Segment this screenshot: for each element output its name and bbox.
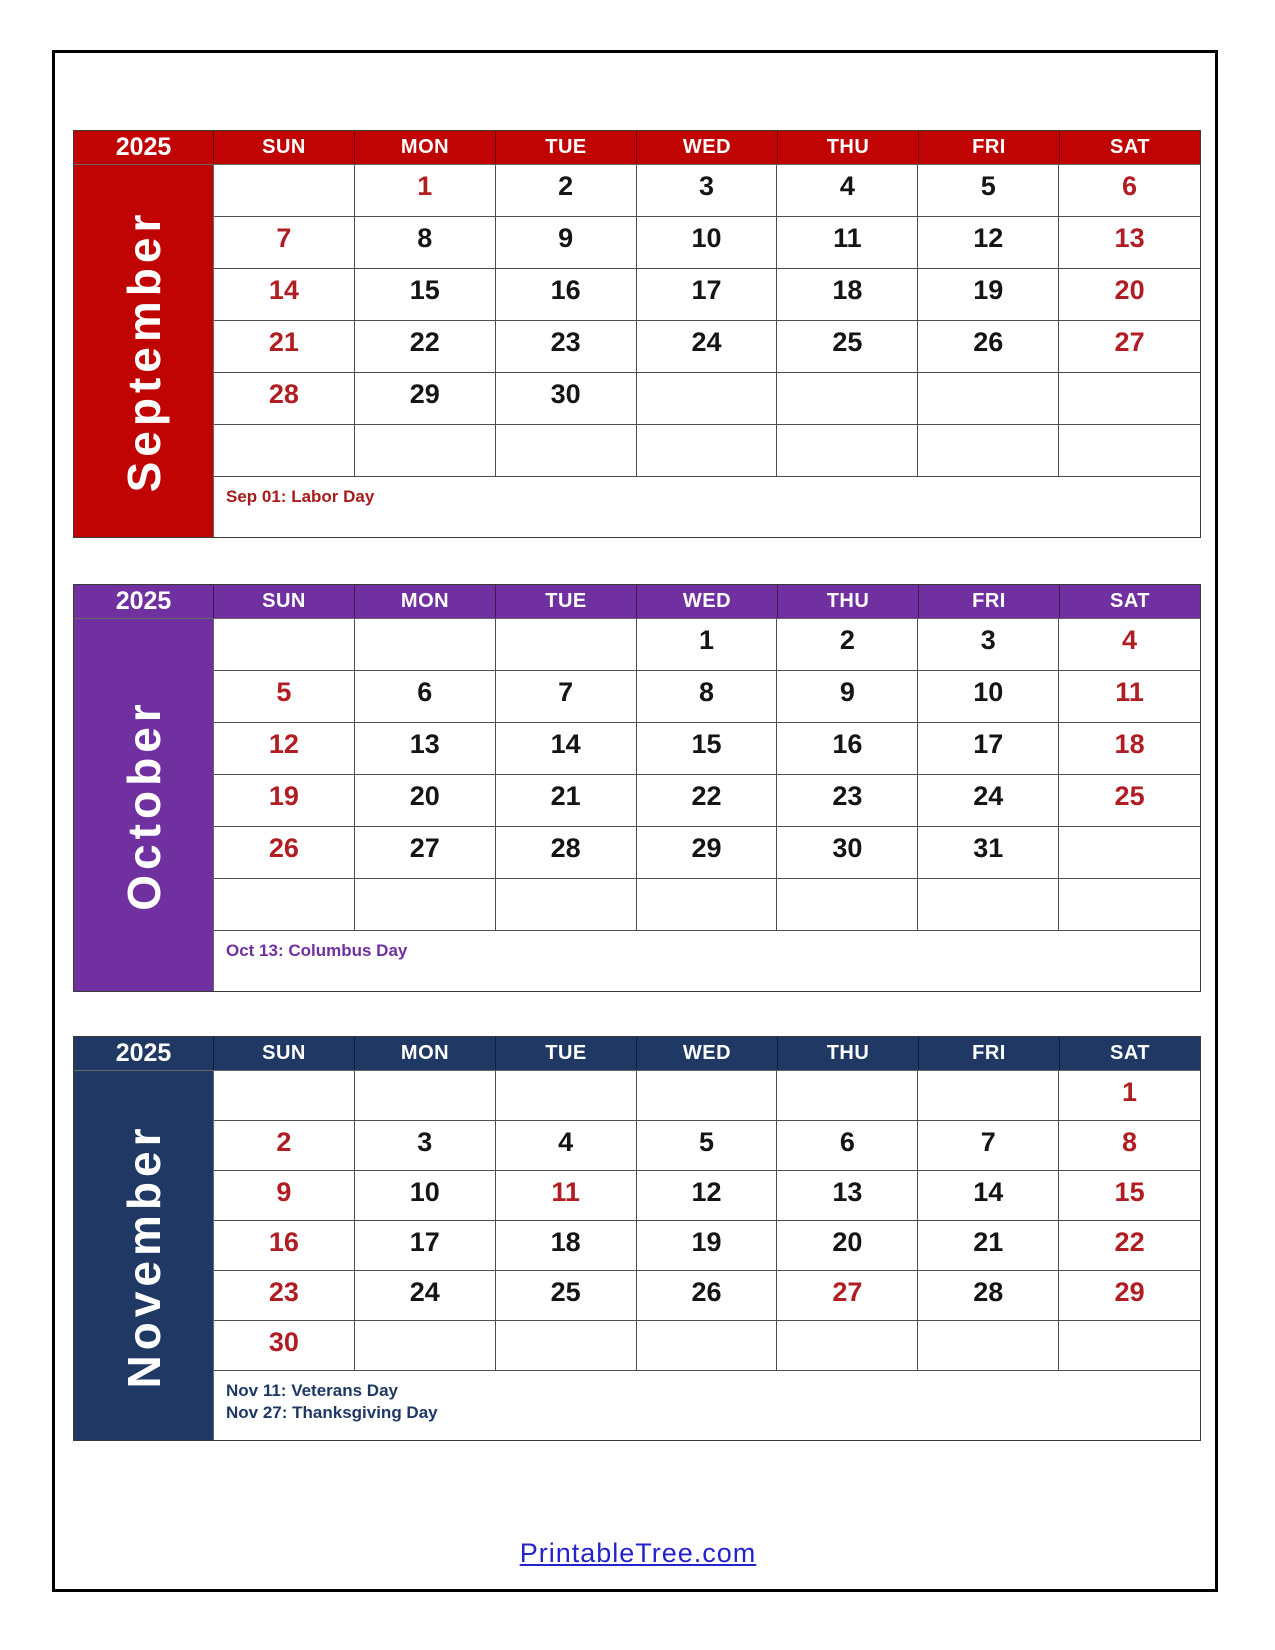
month-name-band xyxy=(74,165,214,537)
date-cell: 25 xyxy=(1059,775,1200,827)
date-cell: 19 xyxy=(637,1221,778,1271)
date-cell xyxy=(637,1071,778,1121)
date-cell: 29 xyxy=(1059,1271,1200,1321)
date-cell: 7 xyxy=(496,671,637,723)
year-label: 2025 xyxy=(74,131,214,164)
date-cell xyxy=(777,373,918,425)
date-cell: 6 xyxy=(777,1121,918,1171)
weekday-header xyxy=(214,1037,1200,1070)
date-cell xyxy=(1059,1321,1200,1371)
date-cell: 17 xyxy=(918,723,1059,775)
weekday-thu: THU xyxy=(778,1037,919,1070)
date-cell: 9 xyxy=(214,1171,355,1221)
date-cell xyxy=(214,165,355,217)
date-cell: 9 xyxy=(777,671,918,723)
date-cell: 25 xyxy=(496,1271,637,1321)
weekday-sat: SAT xyxy=(1060,1037,1200,1070)
weekday-header xyxy=(214,585,1200,618)
date-cell xyxy=(496,879,637,931)
date-cell xyxy=(355,1321,496,1371)
date-cell: 29 xyxy=(637,827,778,879)
holiday-label: Oct 13: Columbus Day xyxy=(226,941,408,960)
date-cell: 2 xyxy=(214,1121,355,1171)
date-cell: 21 xyxy=(214,321,355,373)
date-grid xyxy=(214,1071,1200,1371)
date-cell: 2 xyxy=(777,619,918,671)
date-cell xyxy=(1059,827,1200,879)
date-cell: 7 xyxy=(214,217,355,269)
weekday-header xyxy=(214,131,1200,164)
month-table-october xyxy=(73,584,1201,992)
date-cell: 14 xyxy=(918,1171,1059,1221)
date-cell: 23 xyxy=(496,321,637,373)
date-cell xyxy=(918,879,1059,931)
date-cell: 13 xyxy=(355,723,496,775)
date-grid xyxy=(214,619,1200,931)
date-cell: 21 xyxy=(496,775,637,827)
holiday-note xyxy=(214,477,1200,537)
date-cell xyxy=(1059,373,1200,425)
date-cell: 20 xyxy=(777,1221,918,1271)
date-cell xyxy=(214,1071,355,1121)
month-name: September xyxy=(117,209,170,493)
date-cell: 4 xyxy=(1059,619,1200,671)
date-cell: 17 xyxy=(637,269,778,321)
month-header-row xyxy=(74,1037,1200,1070)
date-cell xyxy=(355,1071,496,1121)
date-cell: 26 xyxy=(214,827,355,879)
weekday-tue: TUE xyxy=(496,131,637,164)
month-name: November xyxy=(117,1123,170,1388)
weekday-thu: THU xyxy=(778,131,919,164)
date-cell xyxy=(214,619,355,671)
date-cell: 30 xyxy=(214,1321,355,1371)
date-cell xyxy=(355,879,496,931)
date-cell: 18 xyxy=(777,269,918,321)
date-cell: 6 xyxy=(355,671,496,723)
month-name: October xyxy=(117,699,170,911)
date-cell: 8 xyxy=(1059,1121,1200,1171)
date-cell: 30 xyxy=(777,827,918,879)
date-cell xyxy=(637,425,778,477)
weekday-sat: SAT xyxy=(1060,131,1200,164)
date-cell: 2 xyxy=(496,165,637,217)
date-cell: 11 xyxy=(1059,671,1200,723)
date-cell: 30 xyxy=(496,373,637,425)
date-cell: 19 xyxy=(214,775,355,827)
date-cell xyxy=(1059,425,1200,477)
date-cell xyxy=(496,619,637,671)
date-cell: 8 xyxy=(355,217,496,269)
date-cell: 28 xyxy=(918,1271,1059,1321)
footer-link[interactable]: PrintableTree.com xyxy=(519,1538,757,1568)
date-cell: 12 xyxy=(918,217,1059,269)
month-name-band xyxy=(74,619,214,991)
date-cell: 3 xyxy=(637,165,778,217)
date-cell: 29 xyxy=(355,373,496,425)
date-cell: 1 xyxy=(1059,1071,1200,1121)
weekday-fri: FRI xyxy=(919,585,1060,618)
holiday-label: Nov 11: Veterans Day xyxy=(226,1381,398,1400)
weekday-sat: SAT xyxy=(1060,585,1200,618)
date-cell: 6 xyxy=(1059,165,1200,217)
date-cell: 8 xyxy=(637,671,778,723)
month-header-row xyxy=(74,585,1200,618)
date-cell: 27 xyxy=(777,1271,918,1321)
date-cell: 4 xyxy=(777,165,918,217)
date-cell: 12 xyxy=(637,1171,778,1221)
weekday-sun: SUN xyxy=(214,131,355,164)
month-table-september xyxy=(73,130,1201,538)
date-cell: 16 xyxy=(214,1221,355,1271)
date-cell xyxy=(918,1321,1059,1371)
holiday-label: Nov 27: Thanksgiving Day xyxy=(226,1403,438,1423)
date-cell xyxy=(777,1071,918,1121)
date-cell: 1 xyxy=(637,619,778,671)
weekday-sun: SUN xyxy=(214,585,355,618)
weekday-mon: MON xyxy=(355,585,496,618)
holiday-note xyxy=(214,931,1200,991)
date-cell: 14 xyxy=(214,269,355,321)
holiday-label: Sep 01: Labor Day xyxy=(226,487,375,506)
date-cell: 15 xyxy=(1059,1171,1200,1221)
date-cell xyxy=(918,425,1059,477)
date-cell: 18 xyxy=(1059,723,1200,775)
year-label: 2025 xyxy=(74,585,214,618)
holiday-note xyxy=(214,1371,1200,1440)
weekday-wed: WED xyxy=(637,1037,778,1070)
month-header-row xyxy=(74,131,1200,164)
date-cell: 26 xyxy=(637,1271,778,1321)
date-cell: 3 xyxy=(355,1121,496,1171)
date-cell xyxy=(637,1321,778,1371)
year-label: 2025 xyxy=(74,1037,214,1070)
date-cell: 28 xyxy=(496,827,637,879)
date-cell xyxy=(214,425,355,477)
date-cell: 11 xyxy=(496,1171,637,1221)
date-cell: 15 xyxy=(355,269,496,321)
date-cell: 25 xyxy=(777,321,918,373)
date-cell: 18 xyxy=(496,1221,637,1271)
date-cell xyxy=(637,879,778,931)
date-cell: 27 xyxy=(355,827,496,879)
weekday-sun: SUN xyxy=(214,1037,355,1070)
date-cell: 23 xyxy=(777,775,918,827)
weekday-tue: TUE xyxy=(496,585,637,618)
date-cell: 5 xyxy=(637,1121,778,1171)
weekday-thu: THU xyxy=(778,585,919,618)
date-grid xyxy=(214,165,1200,477)
date-cell: 13 xyxy=(777,1171,918,1221)
weekday-mon: MON xyxy=(355,131,496,164)
date-cell: 26 xyxy=(918,321,1059,373)
date-cell xyxy=(637,373,778,425)
date-cell: 5 xyxy=(918,165,1059,217)
date-cell: 17 xyxy=(355,1221,496,1271)
date-cell: 4 xyxy=(496,1121,637,1171)
date-cell: 31 xyxy=(918,827,1059,879)
date-cell: 24 xyxy=(918,775,1059,827)
date-cell: 16 xyxy=(496,269,637,321)
date-cell: 10 xyxy=(355,1171,496,1221)
date-cell xyxy=(918,373,1059,425)
date-cell: 7 xyxy=(918,1121,1059,1171)
date-cell: 12 xyxy=(214,723,355,775)
date-cell: 20 xyxy=(355,775,496,827)
date-cell: 5 xyxy=(214,671,355,723)
footer xyxy=(52,1538,1224,1569)
date-cell: 10 xyxy=(637,217,778,269)
date-cell xyxy=(355,425,496,477)
date-cell: 14 xyxy=(496,723,637,775)
month-table-november xyxy=(73,1036,1201,1441)
weekday-wed: WED xyxy=(637,585,778,618)
date-cell: 1 xyxy=(355,165,496,217)
month-name-band xyxy=(74,1071,214,1440)
date-cell xyxy=(1059,879,1200,931)
date-cell xyxy=(496,425,637,477)
date-cell: 27 xyxy=(1059,321,1200,373)
date-cell xyxy=(777,879,918,931)
date-cell xyxy=(214,879,355,931)
date-cell xyxy=(777,1321,918,1371)
date-cell xyxy=(496,1071,637,1121)
date-cell: 13 xyxy=(1059,217,1200,269)
date-cell: 16 xyxy=(777,723,918,775)
date-cell: 22 xyxy=(1059,1221,1200,1271)
date-cell: 23 xyxy=(214,1271,355,1321)
weekday-fri: FRI xyxy=(919,131,1060,164)
date-cell xyxy=(496,1321,637,1371)
date-cell: 15 xyxy=(637,723,778,775)
date-cell: 24 xyxy=(355,1271,496,1321)
date-cell: 11 xyxy=(777,217,918,269)
date-cell xyxy=(918,1071,1059,1121)
date-cell: 28 xyxy=(214,373,355,425)
date-cell: 9 xyxy=(496,217,637,269)
weekday-fri: FRI xyxy=(919,1037,1060,1070)
date-cell xyxy=(777,425,918,477)
weekday-mon: MON xyxy=(355,1037,496,1070)
date-cell: 19 xyxy=(918,269,1059,321)
date-cell: 21 xyxy=(918,1221,1059,1271)
weekday-tue: TUE xyxy=(496,1037,637,1070)
date-cell: 3 xyxy=(918,619,1059,671)
date-cell: 10 xyxy=(918,671,1059,723)
weekday-wed: WED xyxy=(637,131,778,164)
date-cell: 24 xyxy=(637,321,778,373)
date-cell: 22 xyxy=(355,321,496,373)
date-cell xyxy=(355,619,496,671)
date-cell: 20 xyxy=(1059,269,1200,321)
date-cell: 22 xyxy=(637,775,778,827)
